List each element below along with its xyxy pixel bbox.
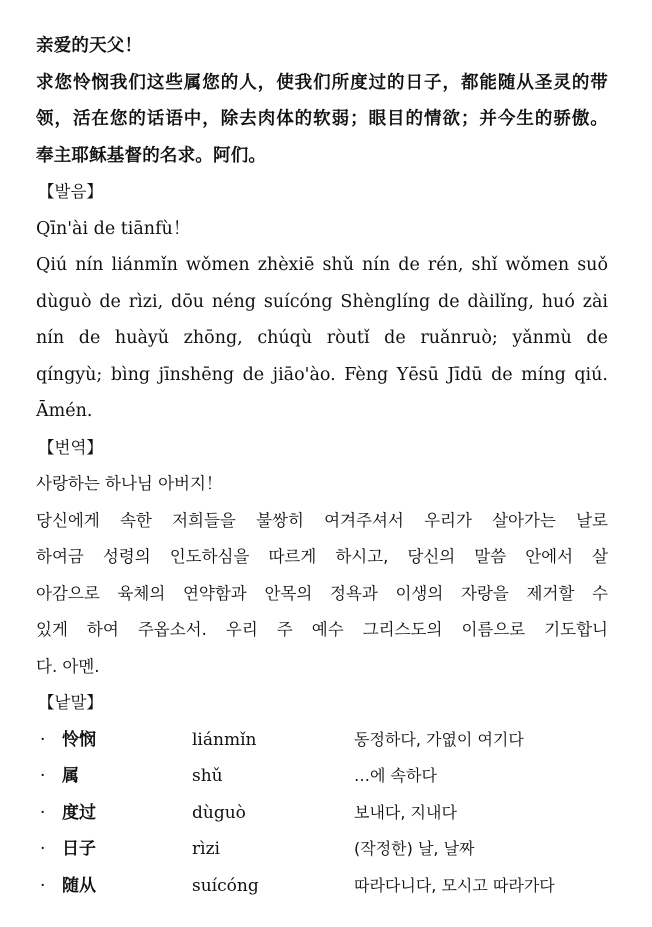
vocab-meaning: …에 속하다 xyxy=(354,766,437,785)
bullet: · xyxy=(40,766,46,786)
chinese-line: 求您怜悯我们这些属您的人，使我们所度过的日子，都能随从圣灵的带 xyxy=(36,72,608,93)
vocab-meaning: (작정한) 날, 날짜 xyxy=(354,839,475,858)
vocab-pinyin: dùguò xyxy=(192,802,246,823)
vocabulary-heading: 【낱말】 xyxy=(38,693,103,712)
vocab-meaning: 따라다니다, 모시고 따라가다 xyxy=(354,875,555,895)
vocab-word: 度过 xyxy=(62,802,96,823)
vocab-word: 怜悯 xyxy=(62,729,96,750)
bullet: · xyxy=(40,729,46,750)
vocabulary-row xyxy=(36,868,608,905)
vocab-meaning: 동정하다, 가엾이 여기다 xyxy=(354,729,524,749)
pronunciation-line: nín de huàyǔ zhōng, chúqù ròutǐ de ruǎnruò; yǎnmù de xyxy=(36,328,608,348)
vocab-meaning: 보내다, 지내다 xyxy=(354,802,457,822)
translation-line: 아감으로 육체의 연약함과 안목의 정욕과 이생의 자랑을 제거할 수 xyxy=(36,583,608,603)
prayer-document xyxy=(36,28,608,904)
vocab-word: 日子 xyxy=(62,839,96,859)
vocabulary-row xyxy=(36,722,608,759)
vocab-pinyin: liánmǐn xyxy=(192,729,257,750)
translation-greeting: 사랑하는 하나님 아버지！ xyxy=(36,474,223,493)
translation-line: 하여금 성령의 인도하심을 따르게 하시고, 당신의 말씀 안에서 살 xyxy=(36,547,608,566)
pronunciation-greeting: Qīn'ài de tiānfù！ xyxy=(36,218,191,239)
chinese-line: 奉主耶稣基督的名求。阿们。 xyxy=(36,145,267,166)
vocab-pinyin: rìzi xyxy=(192,839,220,859)
translation-heading: 【번역】 xyxy=(38,437,103,457)
vocab-pinyin: shǔ xyxy=(192,766,223,786)
pronunciation-line: Qiú nín liánmǐn wǒmen zhèxiē shǔ nín de rén, shǐ wǒmen suǒ xyxy=(36,255,608,275)
translation-line: 있게 하여 주옵소서. 우리 주 예수 그리스도의 이름으로 기도합니 xyxy=(36,620,608,639)
translation-line: 다. 아멘. xyxy=(36,656,100,676)
vocabulary-row xyxy=(36,795,608,832)
pronunciation-line: qíngyù; bìng jīnshēng de jiāo'ào. Fèng Yēsū Jīdū de míng qiú. xyxy=(36,364,608,385)
pronunciation-heading: 【발음】 xyxy=(38,182,103,201)
pronunciation-line: Āmén. xyxy=(36,401,93,421)
vocabulary-section xyxy=(36,685,608,904)
vocab-pinyin: suícóng xyxy=(192,875,259,896)
translation-line: 당신에게 속한 저희들을 불쌍히 여겨주셔서 우리가 살아가는 날로 xyxy=(36,510,608,530)
pronunciation-section xyxy=(36,174,608,430)
chinese-line: 领，活在您的话语中，除去肉体的软弱；眼目的情欲；并今生的骄傲。 xyxy=(36,109,608,129)
chinese-section xyxy=(36,28,608,174)
vocab-word: 随从 xyxy=(62,875,96,896)
pronunciation-line: dùguò de rìzi, dōu néng suícóng Shènglíng de dàilǐng, huó zài xyxy=(36,291,608,312)
bullet: · xyxy=(40,802,46,823)
bullet: · xyxy=(40,875,46,896)
vocabulary-row xyxy=(36,758,608,795)
chinese-greeting: 亲爱的天父！ xyxy=(36,36,143,56)
bullet: · xyxy=(40,839,46,859)
translation-section xyxy=(36,430,608,686)
vocab-word: 属 xyxy=(62,766,79,786)
vocabulary-row xyxy=(36,831,608,868)
